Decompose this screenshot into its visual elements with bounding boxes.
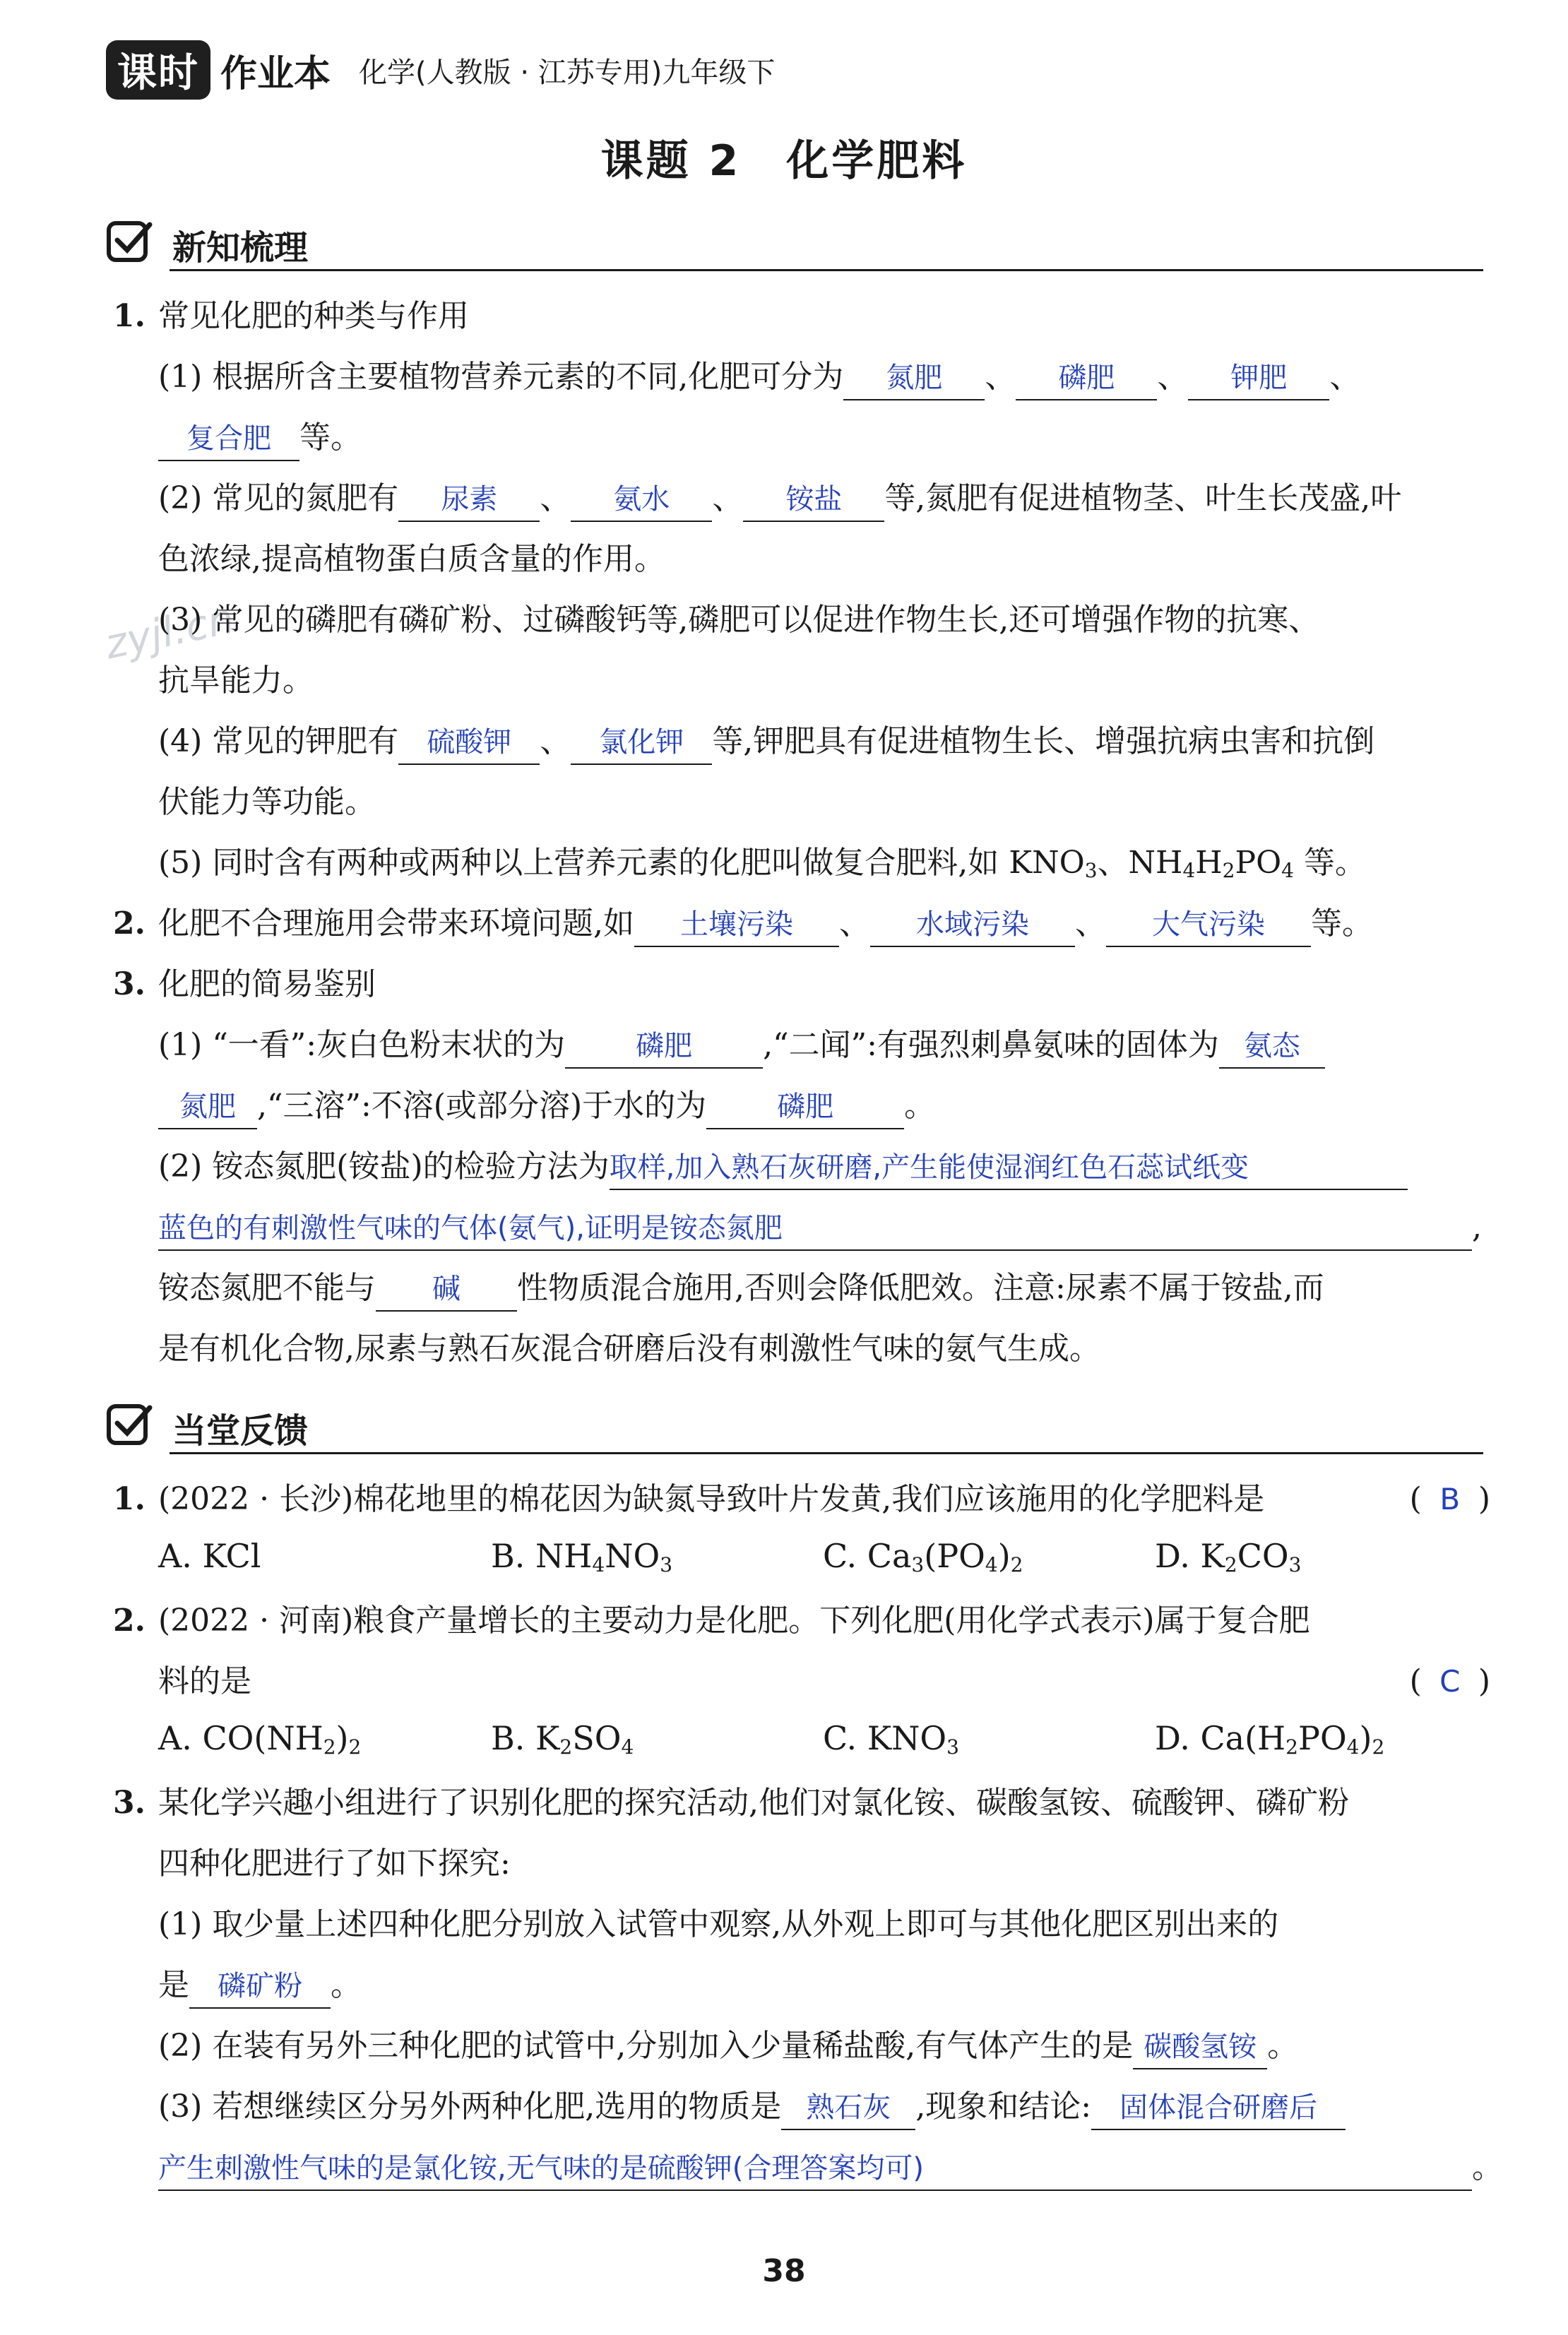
q1-part2-cont: 色浓绿,提高植物蛋白质含量的作用。 xyxy=(158,541,665,577)
checklist-icon xyxy=(106,219,162,264)
option-b: B. $NH_4NO_3$ xyxy=(491,1537,673,1576)
feedback-q3 xyxy=(113,1773,1503,2198)
answer-blank: 氨态 xyxy=(1219,1025,1325,1069)
answer-blank: 磷肥 xyxy=(565,1025,763,1069)
section-header-new-knowledge xyxy=(106,212,1490,275)
feedback-q2-cont: 料的是 xyxy=(158,1663,251,1699)
q3-part2-c: 是有机化合物,尿素与熟石灰混合研磨后没有刺激性气味的氨气生成。 xyxy=(158,1331,1100,1367)
option-c: C. $Ca_3(PO_4)_2$ xyxy=(823,1537,1023,1576)
checklist-icon xyxy=(106,1402,162,1447)
section-label: 新知梳理 xyxy=(172,228,309,268)
q1-part1: (1) 根据所含主要植物营养元素的不同,化肥可分为 氮肥 、 磷肥 、 钾肥 、 xyxy=(113,347,1490,408)
brand-name: 作业本 xyxy=(220,52,331,95)
q1-stem: 1. 常见化肥的种类与作用 xyxy=(113,298,469,334)
answer-blank: 取样,加入熟石灰研磨,产生能使湿润红色石蕊试纸变 xyxy=(610,1146,1408,1190)
answer-blank: 氮肥 xyxy=(843,357,985,400)
answer-blank: 水域污染 xyxy=(870,903,1075,947)
q2: 2. 化肥不合理施用会带来环境问题,如 土壤污染 、 水域污染 、 大气污染 等。 xyxy=(113,893,1490,954)
q1-part3: (3) 常见的磷肥有磷矿粉、过磷酸钙等,磷肥可以促进作物生长,还可增强作物的抗寒、 xyxy=(158,602,1320,638)
answer-bracket: ( C ) xyxy=(1410,1651,1490,1712)
answer-blank: 磷肥 xyxy=(1016,357,1157,400)
answer-blank: 大气污染 xyxy=(1106,903,1311,947)
feedback-q3-part3: (3) 若想继续区分另外两种化肥,选用的物质是 熟石灰 ,现象和结论: 固体混合研磨后 xyxy=(113,2076,1490,2137)
q3-part2: (2) 铵态氮肥(铵盐)的检验方法为取样,加入熟石灰研磨,产生能使湿润红色石蕊试纸变 xyxy=(113,1136,1490,1197)
q3-part1: (1) “一看”:灰白色粉末状的为 磷肥 ,“二闻”:有强烈刺鼻氨味的固体为 氨态 xyxy=(113,1015,1490,1076)
answer-blank: 尿素 xyxy=(398,478,540,522)
section-header-feedback xyxy=(106,1395,1490,1458)
answer-blank: 碱 xyxy=(376,1268,517,1312)
answer-blank: 钾肥 xyxy=(1188,357,1329,400)
feedback-q3-part2: (2) 在装有另外三种化肥的试管中,分别加入少量稀盐酸,有气体产生的是 碳酸氢铵 。 xyxy=(113,2016,1490,2076)
section1-content xyxy=(113,286,1490,1379)
feedback-q3-stem-cont: 四种化肥进行了如下探究: xyxy=(158,1846,511,1882)
choice-answer: C xyxy=(1439,1664,1461,1699)
section-label: 当堂反馈 xyxy=(172,1411,309,1451)
watermark: zyjl.cn xyxy=(100,594,239,669)
answer-blank: 磷矿粉 xyxy=(189,1965,331,2009)
q3-stem: 3. 化肥的简易鉴别 xyxy=(113,966,376,1002)
feedback-q3-part3-cont: 产生刺激性气味的是氯化铵,无气味的是硫酸钾(合理答案均可) 。 xyxy=(113,2137,1490,2198)
option-b: B. $K_2SO_4$ xyxy=(491,1719,634,1759)
answer-bracket: ( B ) xyxy=(1410,1469,1490,1530)
answer-blank: 氯化钾 xyxy=(571,721,712,765)
answer-blank: 氨水 xyxy=(571,478,712,522)
section-rule xyxy=(170,269,1483,271)
answer-blank: 蓝色的有刺激性气味的气体(氨气),证明是铵态氮肥 xyxy=(158,1207,1472,1251)
subject-label: 化学(人教版 · 江苏专用)九年级下 xyxy=(359,56,776,89)
q1-part4-cont: 伏能力等功能。 xyxy=(158,784,376,820)
q1-part2: (2) 常见的氮肥有 尿素 、 氨水 、 铵盐 等,氮肥有促进植物茎、叶生长茂盛,叶 xyxy=(113,468,1490,529)
feedback-q3-stem: 3. 某化学兴趣小组进行了识别化肥的探究活动,他们对氯化铵、碳酸氢铵、硫酸钾、磷矿粉 xyxy=(113,1785,1349,1821)
feedback-q2: 2. (2022 · 河南)粮食产量增长的主要动力是化肥。下列化肥(用化学式表示)属于复合肥 xyxy=(113,1603,1310,1639)
q3-part2-cont: 蓝色的有刺激性气味的气体(氨气),证明是铵态氮肥 , xyxy=(113,1197,1490,1258)
answer-blank: 氮肥 xyxy=(158,1086,257,1129)
option-d: D. $K_2CO_3$ xyxy=(1155,1537,1302,1576)
answer-blank: 熟石灰 xyxy=(781,2086,915,2130)
answer-blank: 磷肥 xyxy=(706,1086,904,1129)
option-d: D. $Ca(H_2PO_4)_2$ xyxy=(1155,1719,1385,1759)
q1-part3-cont: 抗旱能力。 xyxy=(158,663,314,699)
section-rule xyxy=(170,1452,1483,1454)
answer-blank: 硫酸钾 xyxy=(398,721,540,765)
answer-blank: 碳酸氢铵 xyxy=(1133,2026,1267,2069)
section2-content xyxy=(113,1469,1503,2218)
q3-part2-b: 铵态氮肥不能与 碱 性物质混合施用,否则会降低肥效。注意:尿素不属于铵盐,而 xyxy=(113,1258,1490,1319)
option-a: A. KCl xyxy=(158,1537,261,1575)
answer-blank: 产生刺激性气味的是氯化铵,无气味的是硫酸钾(合理答案均可) xyxy=(158,2147,1472,2191)
feedback-q3-part1-cont: 是 磷矿粉 。 xyxy=(113,1955,1490,2016)
q1-part1-cont: 复合肥 等。 xyxy=(113,408,1490,468)
answer-blank: 固体混合研磨后 xyxy=(1091,2086,1346,2130)
page-title: 课题 2 化学肥料 xyxy=(600,136,968,186)
header-brand xyxy=(106,42,775,97)
q1-part5: (5) 同时含有两种或两种以上营养元素的化肥叫做复合肥料,如 $KNO_3$、$NH_4H_2PO_4$ 等。 xyxy=(158,845,1366,882)
feedback-q1: 1. (2022 · 长沙)棉花地里的棉花因为缺氮导致叶片发黄,我们应该施用的化学肥料是 xyxy=(113,1481,1265,1517)
option-a: A. $CO(NH_2)_2$ xyxy=(158,1719,362,1759)
option-c: C. $KNO_3$ xyxy=(823,1719,959,1759)
choice-answer: B xyxy=(1439,1482,1461,1516)
answer-blank: 铵盐 xyxy=(743,478,884,522)
q3-part1-cont: 氮肥 ,“三溶”:不溶(或部分溶)于水的为 磷肥 。 xyxy=(113,1076,1490,1136)
answer-blank: 土壤污染 xyxy=(634,903,839,947)
page-number: 38 xyxy=(762,2253,806,2289)
brand-logo: 课时 xyxy=(106,40,210,100)
feedback-q3-part1: (1) 取少量上述四种化肥分别放入试管中观察,从外观上即可与其他化肥区别出来的 xyxy=(158,1906,1279,1942)
answer-blank: 复合肥 xyxy=(158,417,299,461)
q1-part4: (4) 常见的钾肥有 硫酸钾 、 氯化钾 等,钾肥具有促进植物生长、增强抗病虫害和抗倒 xyxy=(113,711,1490,772)
